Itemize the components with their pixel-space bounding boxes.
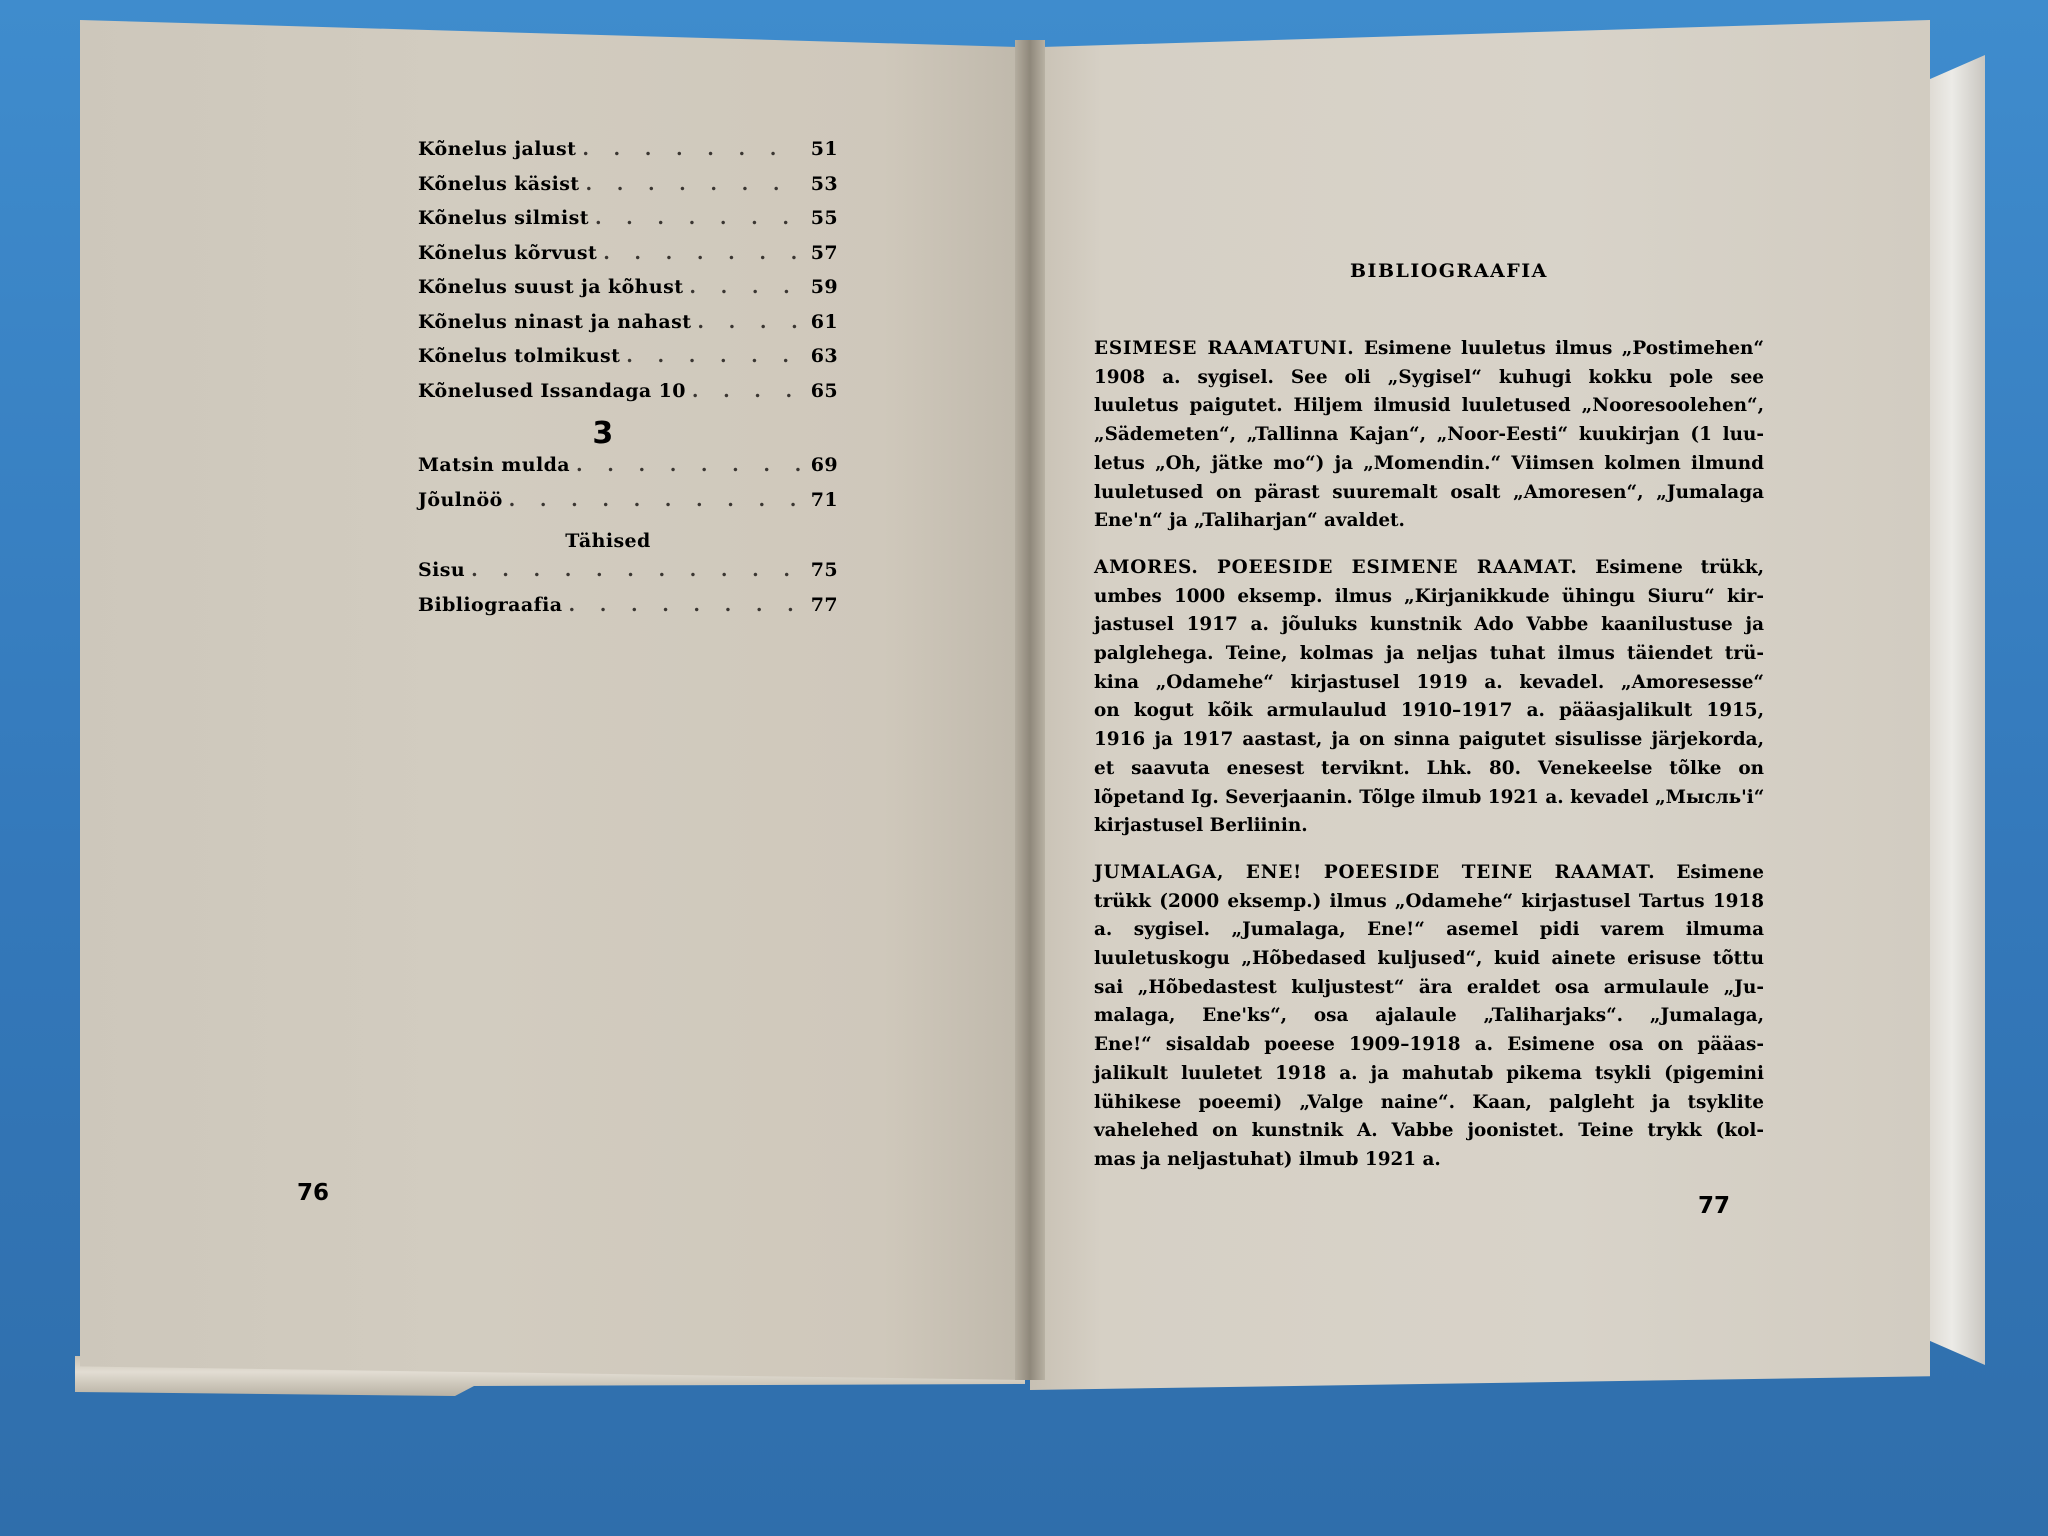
toc-leader-dots: [692, 380, 802, 402]
toc-entry-title: Jõulnöö: [418, 488, 503, 511]
bibliography-line: [1094, 697, 1764, 726]
bibliography-line: [1094, 583, 1764, 612]
bibliography-line: [1094, 669, 1764, 698]
toc-entry-page: 57: [810, 241, 838, 264]
bibliography-heading: BIBLIOGRAAFIA: [1350, 260, 1548, 282]
bibliography-line-text: 1908 a. sygisel. See oli „Sygisel“ kuhugi kokku pole see: [1094, 366, 1764, 388]
bibliography-line: [1094, 1117, 1764, 1146]
bibliography-line-text: malaga, Ene'ks“, osa ajalaule „Taliharjaks“. „Jumalaga,: [1094, 1005, 1764, 1027]
toc-entry: [418, 489, 838, 524]
bibliography-line-text: lõpetand Ig. Severjaanin. Tõlge ilmub 1921 a. kevadel „Мысль'i“: [1094, 786, 1765, 808]
toc-entry-title: Kõnelus ninast ja nahast: [418, 310, 692, 333]
toc-entry-title: Kõnelus kõrvust: [418, 241, 598, 264]
bibliography-line-text: on kogut kõik armulaulud 1910–1917 a. pääasjalikult 1915,: [1094, 700, 1764, 722]
toc-group-end: [418, 559, 838, 628]
bibliography-line: [1094, 640, 1764, 669]
bibliography-line-text: a. sygisel. „Jumalaga, Ene!“ asemel pidi varem ilmuma: [1094, 919, 1764, 941]
bibliography-line: [1094, 888, 1764, 917]
bibliography-line: [1094, 421, 1764, 450]
bibliography-line-text: jastusel 1917 a. jõuluks kunstnik Ado Vabbe kaanilustuse ja: [1094, 614, 1764, 636]
toc-entry-page: 61: [810, 310, 838, 333]
bibliography-line-text: palglehega. Teine, kolmas ja neljas tuhat ilmus täiendet trü-: [1094, 643, 1764, 665]
right-pages-edge: [1925, 55, 1985, 1365]
toc-entry-title: Sisu: [418, 559, 466, 581]
toc-entry: [418, 173, 838, 208]
bibliography-entry: [1094, 859, 1764, 1175]
toc-entry: [418, 138, 838, 173]
toc-group-1: [418, 138, 838, 414]
bibliography-line: [1094, 755, 1764, 784]
bibliography-line-text: luuletused on pärast suuremalt osalt „Amoresen“, „Jumalaga: [1094, 481, 1764, 503]
left-page-number: 76: [297, 1180, 330, 1206]
bibliography-line: [1094, 1002, 1764, 1031]
bibliography-line-text: Esimene: [1676, 861, 1764, 883]
toc-entry-page: 75: [810, 559, 838, 581]
toc-entry-title: Kõnelus käsist: [418, 172, 580, 195]
bibliography-line: [1094, 1060, 1764, 1089]
bibliography-line-text: jalikult luuletet 1918 a. ja mahutab pikema tsykli (pigemini: [1094, 1062, 1764, 1084]
bibliography-line: [1094, 364, 1764, 393]
bibliography-line-text: vahelehed on kunstnik A. Vabbe joonistet. Teine trykk (kol-: [1094, 1120, 1764, 1142]
toc-leader-dots: [582, 138, 802, 160]
toc-leader-dots: [569, 594, 803, 616]
toc-entry-page: 53: [810, 172, 838, 195]
toc-entry-title: Kõnelus tolmikust: [418, 345, 621, 367]
bibliography-line-text: lühikese poeemi) „Valge naine“. Kaan, palgleht ja tsyklite: [1094, 1091, 1764, 1113]
toc-entry-title: Kõnelus silmist: [418, 207, 589, 229]
bibliography-line-text: Ene'n“ ja „Taliharjan“ avaldet.: [1094, 510, 1405, 532]
bibliography-line-text: et saavuta enesest terviknt. Lhk. 80. Venekeelse tõlke on: [1094, 757, 1764, 779]
toc-entry: [418, 311, 838, 346]
bibliography-line-text: Ene!“ sisaldab poeese 1909–1918 a. Esimene osa on pääas-: [1094, 1034, 1764, 1056]
toc-entry-page: 51: [810, 138, 838, 160]
bibliography-entry: [1094, 554, 1764, 841]
toc-entry-page: 69: [810, 454, 838, 476]
toc-leader-dots: [603, 242, 802, 264]
toc-leader-dots: [626, 345, 802, 367]
bibliography-line-text: luuletuskogu „Hõbedased kuljused“, kuid ainete erisuse tõttu: [1094, 948, 1764, 970]
table-of-contents: [418, 138, 838, 628]
toc-entry-page: 77: [810, 593, 838, 616]
bibliography-line: [1094, 450, 1764, 479]
subsection-heading: Tähised: [565, 530, 651, 552]
right-page-number: 77: [1698, 1193, 1731, 1219]
toc-entry-title: Kõnelused Issandaga 10: [418, 379, 686, 402]
bibliography-line-text: letus „Oh, jätke mo“) ja „Momendin.“ Viimsen kolmen ilmund: [1094, 452, 1764, 474]
toc-entry: [418, 207, 838, 242]
bibliography-text: [1094, 335, 1764, 1193]
toc-leader-dots: [509, 489, 802, 511]
toc-entry: [418, 345, 838, 380]
bibliography-line-text: „Sädemeten“, „Tallinna Kajan“, „Noor-Eesti“ kuukirjan (1 luu-: [1094, 424, 1764, 446]
bibliography-line: [1094, 554, 1764, 583]
section-numeral: 3: [592, 416, 614, 451]
bibliography-line: [1094, 974, 1764, 1003]
toc-entry: [418, 380, 838, 415]
toc-entry-title: Kõnelus suust ja kõhust: [418, 276, 684, 298]
toc-entry-page: 71: [810, 488, 838, 511]
bibliography-line: [1094, 479, 1764, 508]
bibliography-line: [1094, 392, 1764, 421]
toc-entry-page: 59: [810, 276, 838, 298]
bibliography-line-text: trükk (2000 eksemp.) ilmus „Odamehe“ kirjastusel Tartus 1918: [1094, 890, 1764, 912]
toc-entry: [418, 594, 838, 629]
bibliography-line-text: kina „Odamehe“ kirjastusel 1919 a. kevadel. „Amoresesse“: [1094, 671, 1764, 693]
toc-entry: [418, 559, 838, 594]
bibliography-line: [1094, 726, 1764, 755]
bibliography-line: [1094, 335, 1764, 364]
toc-entry-title: Bibliograafia: [418, 593, 563, 616]
bibliography-entry-title: JUMALAGA, ENE! POEESIDE TEINE RAAMAT.: [1094, 861, 1656, 883]
bibliography-line-text: 1916 ja 1917 aastast, ja on sinna paigutet sisulisse järjekorda,: [1094, 729, 1764, 751]
bibliography-line-text: Esimene luuletus ilmus „Postimehen“: [1363, 338, 1764, 359]
toc-leader-dots: [689, 276, 802, 298]
bibliography-entry: [1094, 335, 1764, 536]
bibliography-line: [1094, 945, 1764, 974]
bibliography-line: [1094, 611, 1764, 640]
toc-leader-dots: [576, 454, 802, 476]
toc-leader-dots: [585, 173, 802, 195]
toc-entry: [418, 276, 838, 311]
toc-leader-dots: [471, 559, 802, 581]
bibliography-line: [1094, 1089, 1764, 1118]
bibliography-line: [1094, 784, 1764, 813]
bibliography-line-text: Esimene trükk,: [1595, 556, 1765, 578]
bibliography-line: [1094, 507, 1764, 536]
toc-entry: [418, 454, 838, 489]
toc-leader-dots: [697, 311, 802, 333]
book-gutter: [1015, 40, 1045, 1380]
bibliography-line-text: luuletus paigutet. Hiljem ilmusid luuletused „Nooresoolehen“,: [1094, 395, 1764, 417]
bibliography-entry-title: AMORES. POEESIDE ESIMENE RAAMAT.: [1094, 556, 1578, 578]
bibliography-line-text: sai „Hõbedastest kuljustest“ ära eraldet osa armulaule „Ju-: [1094, 976, 1764, 998]
toc-entry-page: 63: [810, 345, 838, 367]
toc-entry-page: 65: [810, 379, 838, 402]
toc-leader-dots: [595, 207, 802, 229]
toc-entry-page: 55: [810, 207, 838, 229]
bibliography-line: [1094, 859, 1764, 888]
toc-group-3: [418, 454, 838, 523]
bibliography-line: [1094, 812, 1764, 841]
bibliography-line: [1094, 1031, 1764, 1060]
toc-entry: [418, 242, 838, 277]
bibliography-line: [1094, 1146, 1764, 1175]
bibliography-line-text: kirjastusel Berliinin.: [1094, 815, 1308, 837]
bibliography-line-text: umbes 1000 eksemp. ilmus „Kirjanikkude ühingu Siuru“ kir-: [1094, 585, 1764, 607]
bibliography-line-text: mas ja neljastuhat) ilmub 1921 a.: [1094, 1148, 1441, 1170]
bibliography-entry-title: ESIMESE RAAMATUNI.: [1094, 338, 1355, 359]
toc-entry-title: Matsin mulda: [418, 454, 570, 476]
toc-entry-title: Kõnelus jalust: [418, 138, 577, 160]
bibliography-line: [1094, 916, 1764, 945]
